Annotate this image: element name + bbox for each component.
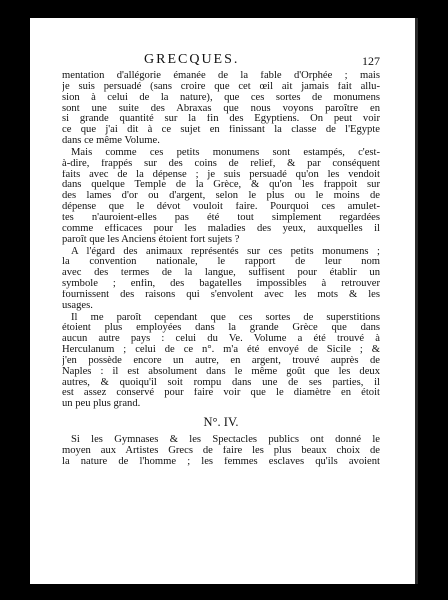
text-line: à-dire, frappés sur des coins de relief, & par conséquent [62,158,380,169]
text-line: moyen aux Artistes Grecs de faire les plus beaux choix de [62,446,380,456]
text-line: comme efficaces pour les maladies des yeux, auxquelles il [62,223,380,234]
text-line: je suis persuadé (sans croire que cet œil ait jamais fait allu- [62,81,380,92]
text-block [62,52,380,469]
text-line: aucun autre pays : celui du Ve. Volume a été trouvé à [62,334,380,345]
section-heading: N°. IV. [203,415,239,430]
text-line: ce que j'ai dit à ce sujet en finissant la classe de l'Egypte [62,125,380,136]
running-title: GRECQUES. [144,52,240,67]
text-line: fournissent des raisons qui s'envolent avec les mots & les [62,289,380,300]
text-line: tes n'auroient-elles pas été tout simplement regardées [62,212,380,223]
text-line: dans ce même Volume. [62,136,160,147]
text-line: avec des termes de la langue, suffisent pour établir un [62,268,380,279]
text-line: Herculanum ; celui de ce n°. m'a été envoyé de Sicile ; & [62,345,380,356]
text-line: A l'égard des animaux représentés sur ces petits monumens ; [71,246,380,257]
text-line: paroît que les Anciens étoient fort sujets ? [62,234,240,245]
text-line: la convention nationale, le rapport de leur nom [62,257,380,268]
text-line: des lames d'or ou d'argent, selon le plus ou le moins de [62,191,380,202]
text-line: Si les Gymnases & les Spectacles publics ont donné le [71,435,380,446]
text-line: dans quelque Temple de la Grèce, & qu'on les frappoit sur [62,180,380,191]
text-line: sont une suite des Abraxas que nous voyons paroître en [62,103,380,114]
paragraph-1 [62,71,380,147]
paragraph-3 [62,247,380,312]
text-line: Mais comme ces petits monumens sont estampés, c'est- [71,147,380,158]
text-line: étoient plus employées dans la grande Grèce que dans [62,323,380,334]
text-line: est assez conservé pour faire voir que le diamètre en étoit [62,388,380,399]
text-line: Naples : il est absolument dans le même goût que les deux [62,366,380,377]
text-line: dépense que le dévot vouloit faire. Pourquoi ces amulet- [62,202,380,213]
text-line: j'en possède encore un autre, en argent, trouvé auprès de [62,355,380,366]
text-line: usages. [62,300,93,311]
text-line: un peu plus grand. [62,399,141,410]
book-page [30,18,418,584]
running-head [62,52,380,71]
text-line: la nature de l'homme ; les femmes esclaves qu'ils avoient [62,456,380,467]
paragraph-4 [62,313,380,411]
text-line: si grande quantité sur la fin des Egyptiens. On peut voir [62,114,380,125]
text-line: symbole ; enfin, des bagatelles impossibles à retrouver [62,279,380,290]
text-line: autres, & quoiqu'il soit rompu dans une de ses parties, il [62,377,380,388]
text-line: faits avec de la dépense ; je suis persuadé qu'on les vendoit [62,169,380,180]
text-line: sion à celui de la nature), que ces sortes de monumens [62,92,380,103]
page-number: 127 [362,54,380,68]
paragraph-2 [62,148,380,246]
text-line: Il me paroît cependant que ces sortes de superstitions [71,312,380,323]
text-line: mentation d'allégorie émanée de la fable d'Orphée ; mais [62,71,380,81]
paragraph-5 [62,435,380,468]
